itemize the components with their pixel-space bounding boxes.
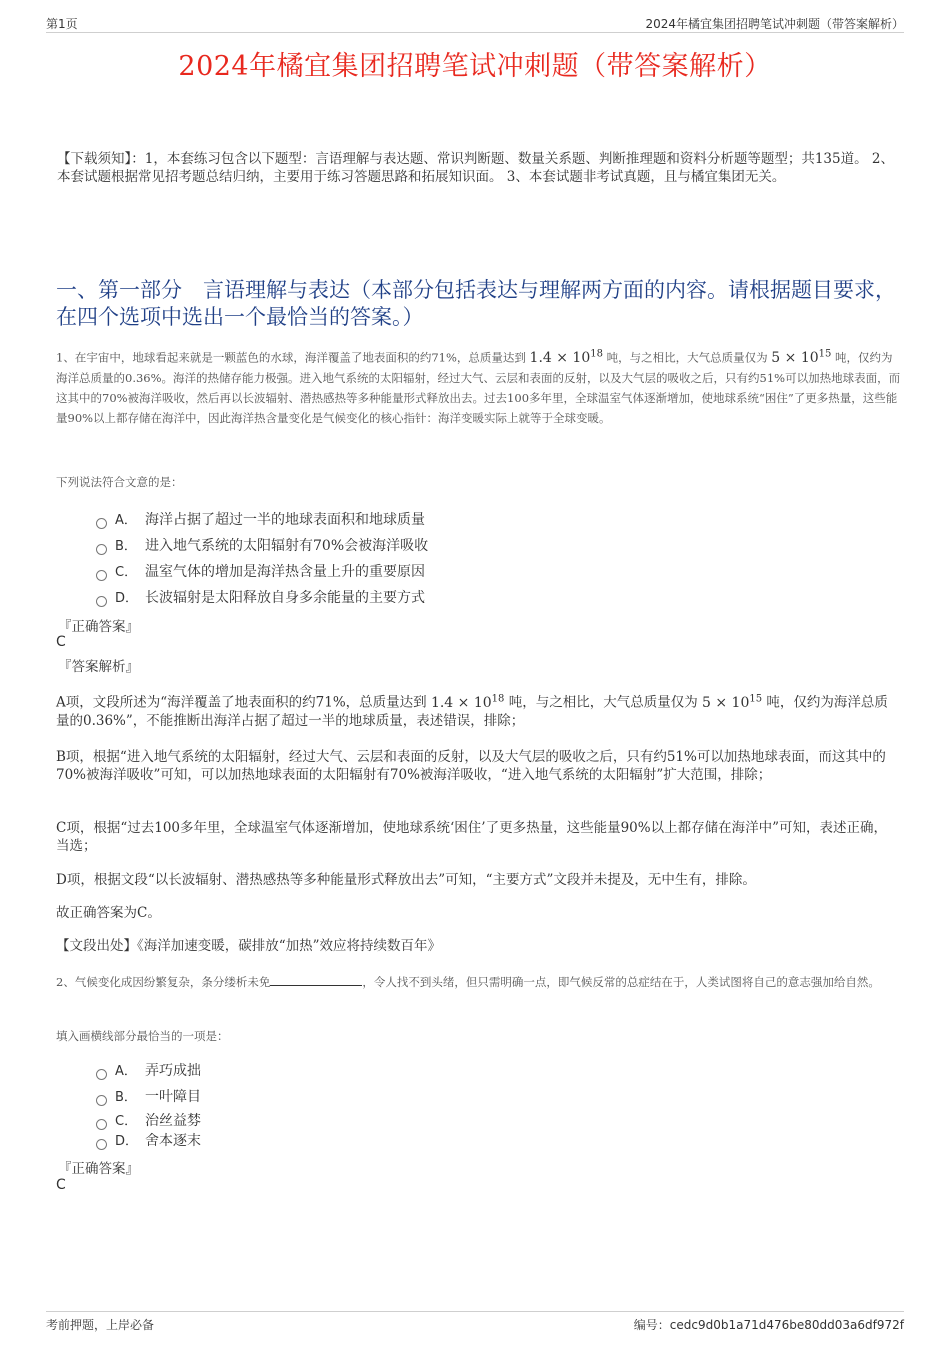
option-d[interactable]: D． 舍本逐末 — [96, 1128, 201, 1154]
option-a[interactable]: A． 弄巧成拙 — [96, 1058, 201, 1084]
correct-answer: C — [56, 1177, 66, 1193]
option-c[interactable]: C． 治丝益棼 — [96, 1110, 201, 1128]
radio-icon[interactable] — [96, 1095, 107, 1106]
question-1-prompt: 下列说法符合文意的是： — [56, 475, 183, 489]
explanation-b: B项，根据“进入地气系统的太阳辐射，经过大气、云层和表面的反射，以及大气层的吸收之后，只有约51%可以加热地球表面，而这其中的70%被海洋吸收”可知，可以加热地球表面的太阳辐射有70%被海洋吸收，“进入地气系统的太阳辐射”扩大范围，排除； — [56, 749, 886, 783]
math-mass-ocean: $1.4 \times 10^{18}$ — [529, 348, 603, 366]
question-2-options — [96, 1058, 201, 1154]
question-1-options — [96, 507, 428, 611]
page-header — [46, 14, 904, 33]
page-number: 第1页 — [46, 17, 78, 31]
radio-icon[interactable] — [96, 518, 107, 529]
q1-text-part3: 吨，仅约为海洋总质量的0.36%。海洋的热储存能力极强。进入地气系统的太阳辐射，经过大气、云层和表面的反射，以及大气层的吸收之后，只有约51%可以加热地球表面，而这其中的70%被海洋吸收，然后再以长波辐射、潜热感热等多种能量形式释放出去。过去100多年里，全球温室气体逐渐增加，使地球系统“困住”了更多热量，这些能量90%以上都存储在海洋中，因此海洋热含量变化是气候变化的核心指针：海洋变暖实际上就等于全球变暖。 — [56, 350, 901, 425]
correct-answer-label: 『正确答案』 — [58, 1161, 139, 1177]
question-2-text: 2、气候变化成因纷繁复杂，条分缕析未免 ，令人找不到头绪，但只需明确一点，即气候反常的总症结在于，人类试图将自己的意志强加给自然。 — [56, 975, 880, 989]
header-doc-title: 2024年橘宜集团招聘笔试冲刺题（带答案解析） — [645, 17, 904, 31]
radio-icon[interactable] — [96, 1069, 107, 1080]
option-b[interactable]: B． 一叶障目 — [96, 1084, 201, 1110]
q1-text-part2: 吨，与之相比，大气总质量仅为 — [606, 350, 768, 365]
page-footer — [46, 1311, 904, 1332]
math-mass-ocean: $1.4 \times 10^{18}$ — [430, 693, 505, 711]
option-c[interactable]: C． 温室气体的增加是海洋热含量上升的重要原因 — [96, 559, 428, 585]
option-b[interactable]: B． 进入地气系统的太阳辐射有70%会被海洋吸收 — [96, 533, 428, 559]
fill-blank — [270, 974, 362, 986]
radio-icon[interactable] — [96, 596, 107, 607]
radio-icon[interactable] — [96, 1139, 107, 1150]
document-id: 编号：cedc9d0b1a71d476be80dd03a6df972f — [633, 1318, 904, 1332]
math-mass-atmosphere: $5 \times 10^{15}$ — [702, 693, 763, 711]
source-citation: 【文段出处】《海洋加速变暖，碳排放“加热”效应将持续数百年》 — [56, 938, 442, 954]
q1-text-part1: 1、在宇宙中，地球看起来就是一颗蓝色的水球，海洋覆盖了地表面积的约71%，总质量达到 — [56, 350, 526, 365]
radio-icon[interactable] — [96, 570, 107, 581]
math-mass-atmosphere: $5 \times 10^{15}$ — [771, 348, 832, 366]
document-title: 2024年橘宜集团招聘笔试冲刺题（带答案解析） — [178, 51, 772, 82]
radio-icon[interactable] — [96, 544, 107, 555]
explanation-a: A项，文段所述为“海洋覆盖了地表面积的约71%，总质量达到 $1.4 \times 10^{18}$ 吨，与之相比，大气总质量仅为 $5 \times 10^{15}$ 吨，仅约为海洋总质量的0.36%”，不能推断出海洋占据了超过一半的地球质量，表述错误，排除； — [56, 693, 888, 729]
question-1-text — [56, 344, 901, 428]
explanation-c: C项，根据“过去100多年里，全球温室气体逐渐增加，使地球系统‘困住’了更多热量，这些能量90%以上都存储在海洋中”可知，表述正确，当选； — [56, 820, 887, 854]
conclusion: 故正确答案为C。 — [56, 905, 161, 921]
explanation-d: D项，根据文段“以长波辐射、潜热感热等多种能量形式释放出去”可知，“主要方式”文段并未提及，无中生有，排除。 — [56, 872, 756, 888]
footer-slogan: 考前押题，上岸必备 — [46, 1318, 155, 1332]
analysis-label: 『答案解析』 — [58, 659, 139, 675]
section-heading: 一、第一部分 言语理解与表达（本部分包括表达与理解两方面的内容。请根据题目要求，在四个选项中选出一个最恰当的答案。） — [56, 278, 896, 329]
correct-answer: C — [56, 634, 66, 650]
option-a[interactable]: A． 海洋占据了超过一半的地球表面积和地球质量 — [96, 507, 428, 533]
option-d[interactable]: D． 长波辐射是太阳释放自身多余能量的主要方式 — [96, 585, 428, 611]
download-notice: 【下载须知】：1，本套练习包含以下题型：言语理解与表达题、常识判断题、数量关系题、判断推理题和资料分析题等题型；共135道。 2、本套试题根据常见招考题总结归纳，主要用于练习答题思路和拓展知识面。 3、本套试题非考试真题，且与橘宜集团无关。 — [57, 151, 894, 185]
correct-answer-label: 『正确答案』 — [58, 619, 139, 635]
question-2-prompt: 填入画横线部分最恰当的一项是： — [56, 1029, 229, 1043]
